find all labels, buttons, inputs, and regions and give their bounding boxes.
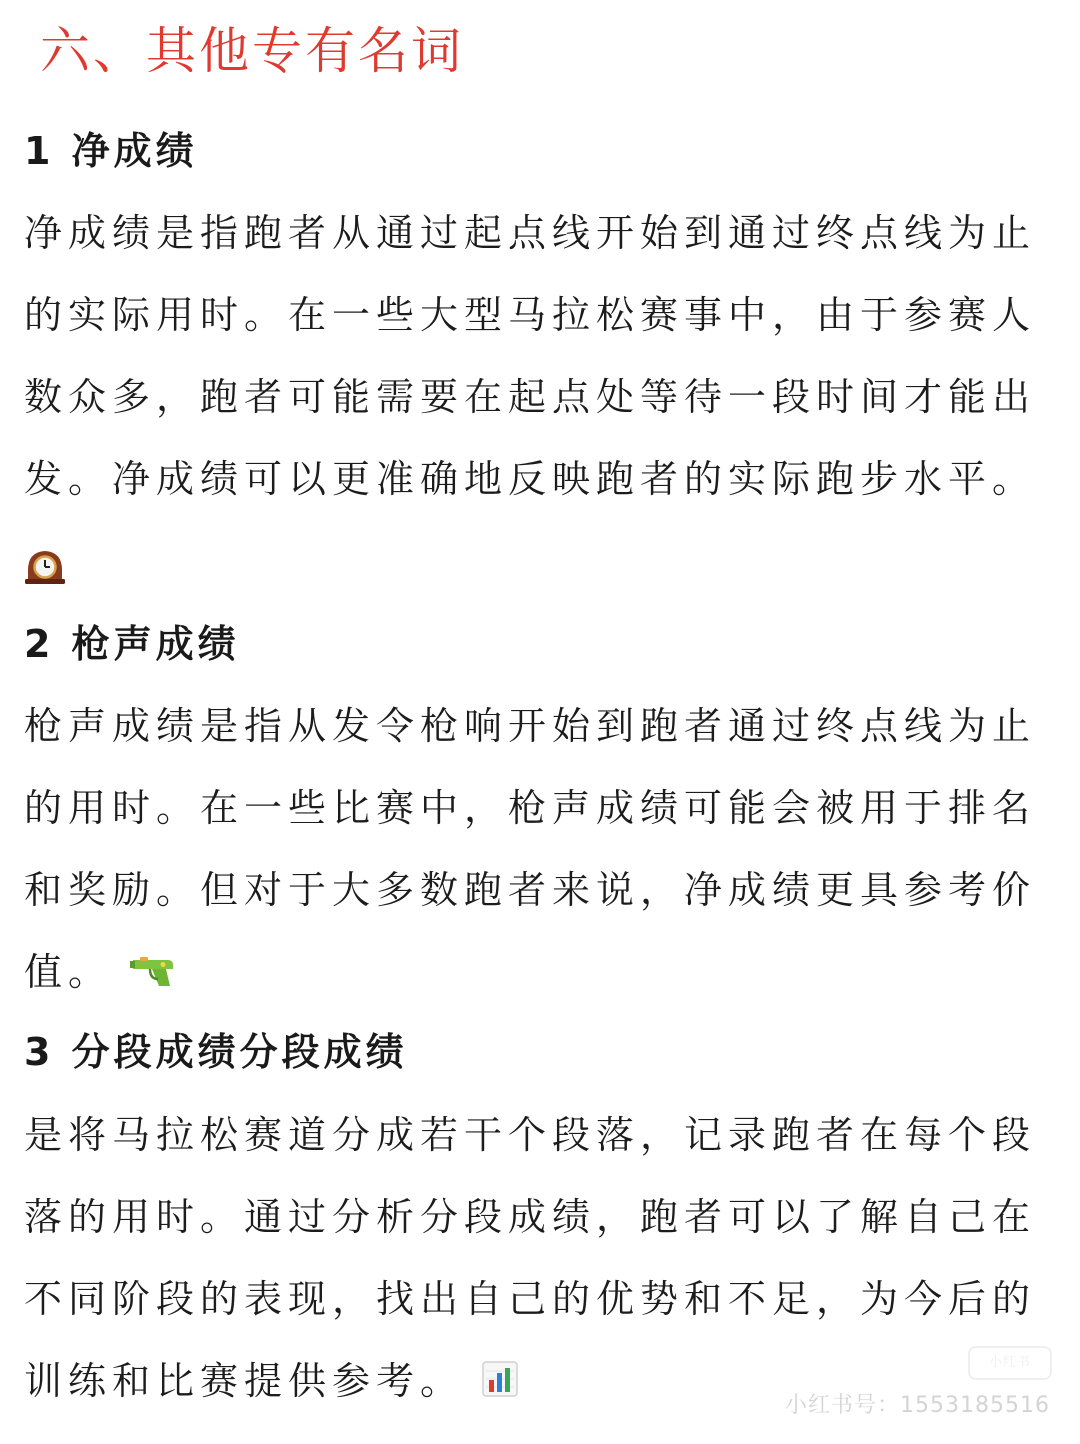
body-line-text: 训练和比赛提供参考。	[24, 1359, 465, 1403]
body-line: 的实际用时。在一些大型马拉松赛事中，由于参赛人	[24, 293, 1037, 337]
page-title: 六、其他专有名词	[40, 22, 464, 80]
body-line: 数众多，跑者可能需要在起点处等待一段时间才能出	[24, 375, 1037, 419]
body-line: 发。净成绩可以更准确地反映跑者的实际跑步水平。	[24, 457, 1037, 501]
section-heading-net-time: 1 净成绩	[24, 129, 198, 173]
watermark-logo: 小红书	[968, 1346, 1052, 1380]
mantelpiece-clock-icon	[24, 548, 66, 588]
water-pistol-icon	[130, 934, 176, 1016]
body-line: 落的用时。通过分析分段成绩，跑者可以了解自己在	[24, 1195, 1037, 1239]
body-line-text: 值。	[24, 950, 113, 994]
body-line: 枪声成绩是指从发令枪响开始到跑者通过终点线为止	[24, 704, 1037, 748]
body-line: 不同阶段的表现，找出自己的优势和不足，为今后的	[24, 1277, 1037, 1321]
watermark-user-id: 小红书号：1553185516	[785, 1393, 1050, 1418]
section-body-split-time	[24, 1094, 1054, 1422]
body-line-with-icon	[24, 931, 1054, 1013]
section-body-net-time	[24, 192, 1054, 520]
body-line: 和奖励。但对于大多数跑者来说，净成绩更具参考价	[24, 868, 1037, 912]
section-heading-gun-time: 2 枪声成绩	[24, 622, 240, 666]
section-body-gun-time	[24, 685, 1054, 1013]
body-line: 是将马拉松赛道分成若干个段落，记录跑者在每个段	[24, 1113, 1037, 1157]
body-line: 净成绩是指跑者从通过起点线开始到通过终点线为止	[24, 211, 1037, 255]
body-line: 的用时。在一些比赛中，枪声成绩可能会被用于排名	[24, 786, 1037, 830]
bar-chart-icon	[482, 1343, 518, 1425]
section-heading-split-time: 3 分段成绩分段成绩	[24, 1030, 408, 1074]
